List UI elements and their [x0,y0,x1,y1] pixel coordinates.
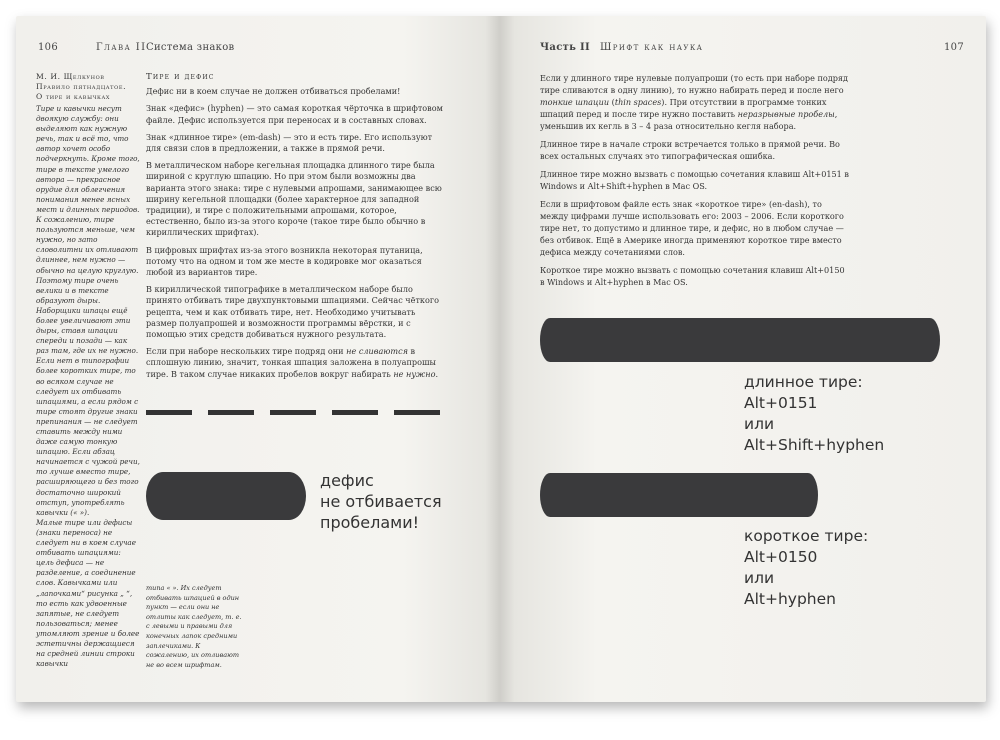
sidebar-continuation: типа « ». Их следует отбивать шпацией в один пункт — если они не отлиты как следует, т. е. с левыми и правыми для конечных лапок средними заплечиками. К сожалению, их отливают не во всем шрифтам. [146,584,242,669]
caption-line: не отбивается [320,492,442,511]
emphasis: тонкие шпации [540,97,610,107]
left-page-number: 106 [38,42,58,53]
left-page [16,16,500,702]
chapter-label: Глава II [96,42,147,53]
dash-mark [270,410,316,415]
dash-mark [394,410,440,415]
sidebar-author: М. И. Щелкунов [36,72,105,81]
right-page-number: 107 [944,42,964,53]
sidebar-quote [36,72,140,669]
caption-line: или [744,569,775,587]
paragraph: Длинное тире можно вызвать с помощью сочетания клавиш Alt+0151 в Windows и Alt+Shift+hyphen в Mac OS. [540,169,849,191]
hyphen-caption [320,470,442,533]
right-page [500,16,986,702]
emphasis: неразрывные пробелы [737,109,835,119]
paragraph: Знак «дефис» (hyphen) — это самая короткая чёрточка в шрифтовом файле. Дефис используется при переносах и в составных словах. [146,103,443,125]
caption-line: Alt+hyphen [744,590,836,608]
paragraph-first [540,72,850,132]
paragraph: В металлическом наборе кегельная площадка длинного тире была шириной с круглую шпацию. Но при этом были возможны два варианта этого знака: тире с нулевыми апрошами, занимающее всю ширину кегельной площадки (более характерное для западной традиции), и тире с положительными апрошами, которое, естественно, было из-за этого короче (такое тире было обычно в кириллических шрифтах). [146,160,442,238]
caption-line: дефис [320,471,374,490]
paragraph: Знак «длинное тире» (em-dash) — это и есть тире. Его используют для связи слов в предложении, а также в прямой речи. [146,131,433,154]
emphasis: не сливаются [346,346,408,357]
en-dash-glyph-sample [540,473,818,517]
paragraph: Если в шрифтовом файле есть знак «короткое тире» (en-dash), то между цифрами лучше использовать его: 2003 – 2006. Если короткого тире нет, то допустимо и длинное тире, и дефис, но в любом случае — без отбивок. Ещё в Америке иногда применяют короткое тире вместо дефиса между сочетаниями слов. [540,199,844,257]
left-main-text [146,72,446,386]
en-dash-caption [744,526,868,610]
paragraph: Дефис ни в коем случае не должен отбиваться пробелами! [146,86,401,97]
part-label: Часть II [540,42,590,53]
dash-mark [146,410,192,415]
text-span: в сплошную линию, значит, тонкая шпация заложена в полуапрошы тире. В таком случае никаких пробелов вокруг набирать [146,346,436,379]
em-dash-caption [744,372,884,456]
text-span: ( [609,97,615,107]
sidebar-work: Правило пятнадцатое. [36,82,127,91]
paragraph-last [146,346,446,380]
emphasis: thin spaces [614,97,662,107]
em-dash-glyph-sample [540,318,940,362]
sidebar-paragraph: Малые тире или дефисы (знаки переноса) не следует ни в коем случае отбивать шпациями: цель дефиса — не разделение, а соединение слов. Кавычками или „лапочками“ рисунка „ “, то есть как удвоенные запятые, не следует пользоваться; менее утомляют зрение и более эстетичны держащиеся на средней линии строки кавычки [36,517,140,669]
paragraph: В цифровых шрифтах из-за этого возникла некоторая путаница, потому что на одном и том же месте в кодировке мог оказаться любой из вариантов тире. [146,244,423,278]
chapter-title: Система знаков [146,42,235,53]
caption-line: Alt+Shift+hyphen [744,436,885,454]
caption-line: длинное тире: [744,373,863,391]
open-book [16,16,986,702]
part-title: Шрифт как наука [600,42,704,53]
text-span: Если при наборе нескольких тире подряд они [146,346,347,357]
caption-line: пробелами! [320,513,420,532]
sidebar-paragraph: Тире и кавычки несут двоякую службу: они выделяют как нужную речь, так и всё то, что автор хочет особо подчеркнуть. Кроме того, тире в тексте умелого автора — прекрасное орудие для облегчения понимания менее ясных мест и длинных периодов. К сожалению, тире пользуются меньше, чем нужно, но зато словолитни их отливают длиннее, нем нужно — обычно на целую круглую. Поэтому тире очень велики и в тексте образуют дыры. Наборщики шпацы ещё более увеличивают эти дыры, ставя шпации спереди и позади — как раз там, где их не нужно. Если нет в типографии более коротких тире, то во всяком случае не следует их отбивать шпациями, а если рядом с тире стоят другие знаки препинания — не следует ставить между ними даже самую тонкую шпацию. Если абзац начинается с чужой речи, то лучше вместо тире, расширяющего и без того достаточно широкий отступ, употреблять кавычки (« »). [36,104,140,517]
sidebar-work-title: О тире и кавычках [36,92,111,101]
section-title: Тире и дефис [146,72,215,82]
emphasis: не нужно [393,368,436,379]
right-main-text [540,72,850,294]
caption-line: короткое тире: [744,527,869,545]
dash-sequence [146,410,446,415]
dash-mark [332,410,378,415]
hyphen-glyph-sample [146,472,306,520]
text-span: . [435,368,439,379]
text-span: , уменьшив их кегль в 3 – 4 раза относительно кегля набора. [540,109,838,131]
caption-line: или [744,415,775,433]
paragraph: Длинное тире в начале строки встречается только в прямой речи. Во всех остальных случаях это типографическая ошибка. [540,139,840,161]
caption-line: Alt+0151 [744,394,818,412]
caption-line: Alt+0150 [744,548,818,566]
dash-mark [208,410,254,415]
paragraph: В кириллической типографике в металлическом наборе было принято отбивать тире двухпунктовыми шпациями. Сейчас чёткого рецепта, чем и как отбивать тире, нет. Необходимо учитывать размер полуапрошей и возможности программы вёрстки, и с помощью этих средств добиваться нужного результата. [146,284,439,340]
text-span: Если у длинного тире нулевые полуапроши (то есть при наборе подряд тире сливаются в одну линию), то нужно набирать перед и после него [540,73,848,95]
paragraph: Короткое тире можно вызвать с помощью сочетания клавиш Alt+0150 в Windows и Alt+hyphen в Mac OS. [540,265,845,287]
text-span: ). При отсутствии в программе тонких шпаций перед и после тире нужно поставить [540,97,827,119]
